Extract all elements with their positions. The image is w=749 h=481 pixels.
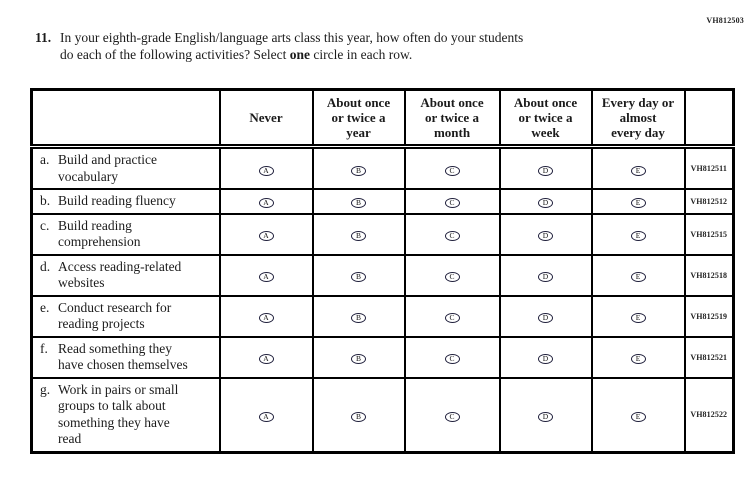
table-row (32, 147, 734, 190)
column-header-3 (405, 90, 500, 147)
option-cell (313, 214, 405, 255)
option-bubble-e[interactable]: E (631, 354, 646, 364)
row-label: Read something they have chosen themselves (58, 340, 188, 372)
option-bubble-d[interactable]: D (538, 198, 553, 208)
row-letter: f. (40, 340, 48, 356)
option-bubble-b[interactable]: B (351, 412, 366, 422)
row-code: VH812515 (685, 214, 734, 255)
option-cell (313, 255, 405, 296)
option-cell (220, 378, 313, 453)
row-letter: a. (40, 152, 50, 167)
option-bubble-e[interactable]: E (631, 272, 646, 282)
option-bubble-a[interactable]: A (259, 231, 274, 241)
option-cell (313, 296, 405, 337)
column-header-line: month (433, 125, 471, 140)
row-label: Build and practice vocabulary (58, 152, 157, 184)
option-cell (592, 214, 685, 255)
option-bubble-c[interactable]: C (445, 412, 460, 422)
option-bubble-b[interactable]: B (351, 313, 366, 323)
row-label: Conduct research for reading projects (58, 299, 172, 331)
option-cell (592, 147, 685, 190)
column-header-line: or twice a (518, 110, 573, 125)
option-cell (500, 296, 592, 337)
option-bubble-e[interactable]: E (631, 198, 646, 208)
row-label-cell (32, 147, 220, 190)
row-code: VH812522 (685, 378, 734, 453)
option-bubble-c[interactable]: C (445, 166, 460, 176)
option-bubble-b[interactable]: B (351, 272, 366, 282)
option-bubble-d[interactable]: D (538, 412, 553, 422)
option-cell (500, 214, 592, 255)
form-code-top: VH812503 (706, 16, 744, 25)
option-bubble-b[interactable]: B (351, 198, 366, 208)
row-code: VH812511 (685, 147, 734, 190)
option-bubble-e[interactable]: E (631, 412, 646, 422)
option-cell (405, 337, 500, 378)
option-cell (220, 214, 313, 255)
row-label-wrap (40, 300, 215, 333)
column-header-line: or twice a (331, 110, 386, 125)
activities-frequency-table (30, 88, 735, 454)
row-label: Access reading-related websites (58, 258, 182, 290)
column-header-line: year (346, 125, 371, 140)
question-line-1: In your eighth-grade English/language arts class this year, how often do your students (60, 30, 524, 45)
column-header-4 (500, 90, 592, 147)
row-label: Build reading fluency (58, 193, 176, 208)
question-line-2-end: circle in each row. (310, 47, 413, 62)
column-header-line: Every day or (601, 95, 675, 110)
question-text (60, 29, 523, 63)
option-cell (405, 255, 500, 296)
row-label: Build reading comprehension (58, 217, 141, 249)
option-cell (592, 337, 685, 378)
option-bubble-a[interactable]: A (259, 354, 274, 364)
option-cell (313, 189, 405, 214)
option-cell (220, 337, 313, 378)
column-header-line: almost (619, 110, 657, 125)
row-label-wrap (40, 259, 215, 292)
option-bubble-c[interactable]: C (445, 272, 460, 282)
option-cell (220, 296, 313, 337)
column-header-0 (32, 90, 220, 147)
option-cell (500, 189, 592, 214)
option-bubble-a[interactable]: A (259, 313, 274, 323)
table-row (32, 255, 734, 296)
table-row (32, 337, 734, 378)
table-row (32, 189, 734, 214)
row-label-cell (32, 255, 220, 296)
option-bubble-e[interactable]: E (631, 231, 646, 241)
option-bubble-e[interactable]: E (631, 313, 646, 323)
column-header-line: every day (611, 125, 665, 140)
option-bubble-a[interactable]: A (259, 272, 274, 282)
column-header-5 (592, 90, 685, 147)
option-bubble-a[interactable]: A (259, 198, 274, 208)
column-header-line: or twice a (425, 110, 479, 125)
question (35, 29, 523, 63)
question-number: 11. (35, 30, 52, 45)
column-header-1 (220, 90, 313, 147)
option-cell (220, 147, 313, 190)
column-header-line: About once (513, 95, 578, 110)
option-cell (405, 296, 500, 337)
question-line-2 (60, 46, 523, 63)
column-header-line: week (531, 125, 560, 140)
option-cell (405, 147, 500, 190)
row-letter: b. (40, 193, 51, 208)
option-cell (500, 337, 592, 378)
row-label-wrap (40, 341, 215, 374)
option-bubble-b[interactable]: B (351, 231, 366, 241)
option-bubble-c[interactable]: C (445, 313, 460, 323)
row-label-wrap (40, 382, 215, 448)
table-row (32, 214, 734, 255)
option-bubble-a[interactable]: A (259, 412, 274, 422)
table-row (32, 378, 734, 453)
row-label-wrap (40, 152, 215, 185)
option-cell (220, 189, 313, 214)
question-bold-word: one (289, 47, 311, 62)
row-label-cell (32, 189, 220, 214)
option-bubble-a[interactable]: A (259, 166, 274, 176)
row-letter: e. (40, 299, 50, 315)
row-code: VH812518 (685, 255, 734, 296)
row-label-cell (32, 378, 220, 453)
row-letter: d. (40, 258, 51, 274)
column-header-6 (685, 90, 734, 147)
column-header-line: About once (326, 95, 391, 110)
row-letter: g. (40, 381, 51, 397)
option-bubble-e[interactable]: E (631, 166, 646, 176)
question-line-2-start: do each of the following activities? Select (60, 47, 290, 62)
header-row (32, 90, 734, 147)
option-cell (313, 337, 405, 378)
column-header-2 (313, 90, 405, 147)
option-bubble-d[interactable]: D (538, 354, 553, 364)
option-bubble-b[interactable]: B (351, 166, 366, 176)
option-bubble-d[interactable]: D (538, 313, 553, 323)
option-cell (500, 255, 592, 296)
option-cell (500, 147, 592, 190)
option-cell (220, 255, 313, 296)
column-header-line: Never (249, 110, 283, 125)
option-cell (592, 189, 685, 214)
option-bubble-d[interactable]: D (538, 231, 553, 241)
option-cell (405, 189, 500, 214)
row-label-wrap (40, 218, 215, 251)
row-label-cell (32, 337, 220, 378)
row-label-cell (32, 296, 220, 337)
option-cell (500, 378, 592, 453)
option-bubble-d[interactable]: D (538, 166, 553, 176)
option-bubble-c[interactable]: C (445, 354, 460, 364)
option-bubble-c[interactable]: C (445, 231, 460, 241)
table-body (32, 147, 734, 453)
option-cell (313, 147, 405, 190)
row-label-cell (32, 214, 220, 255)
option-bubble-c[interactable]: C (445, 198, 460, 208)
option-cell (313, 378, 405, 453)
option-cell (405, 214, 500, 255)
row-code: VH812519 (685, 296, 734, 337)
option-bubble-d[interactable]: D (538, 272, 553, 282)
table-row (32, 296, 734, 337)
row-code: VH812521 (685, 337, 734, 378)
option-bubble-b[interactable]: B (351, 354, 366, 364)
row-label: Work in pairs or small groups to talk about something they have read (58, 381, 179, 446)
row-code: VH812512 (685, 189, 734, 214)
row-letter: c. (40, 217, 50, 233)
option-cell (592, 255, 685, 296)
column-header-line: About once (420, 95, 484, 110)
option-cell (405, 378, 500, 453)
option-cell (592, 378, 685, 453)
option-cell (592, 296, 685, 337)
row-label-wrap (40, 193, 215, 210)
